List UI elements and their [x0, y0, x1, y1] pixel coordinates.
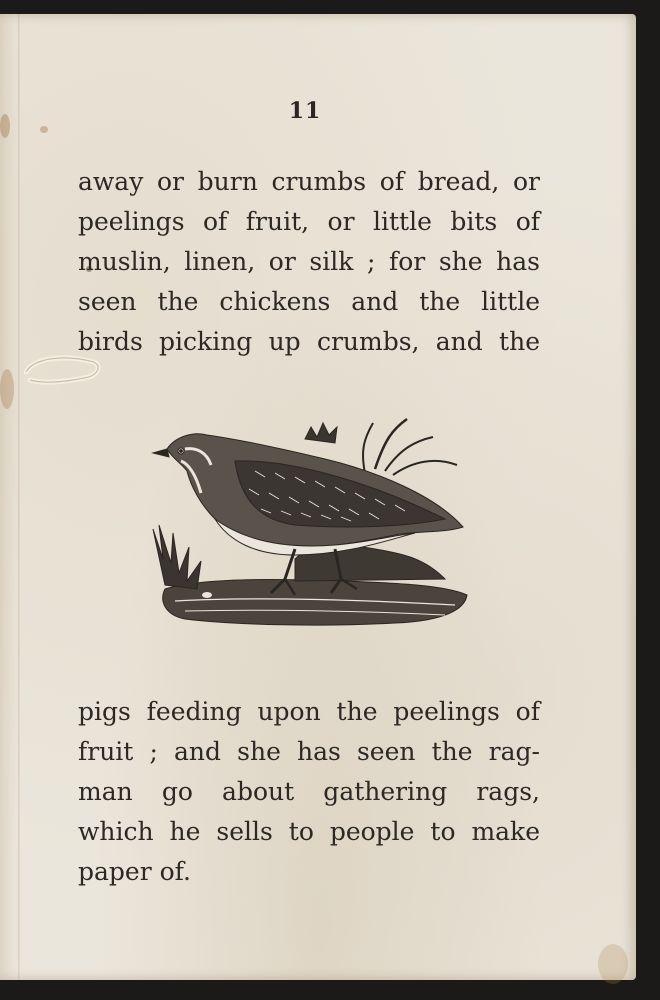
text-line: seen the chickens and the little — [78, 287, 540, 316]
text-line: muslin, linen, or silk ; for she has — [78, 247, 540, 276]
text-line: away or burn crumbs of bread, or — [78, 167, 540, 196]
page-number: 11 — [288, 98, 322, 124]
page-stain — [40, 126, 48, 133]
binding-fold — [18, 14, 21, 980]
text-line: which he sells to people to make — [78, 817, 540, 846]
paragraph-top — [78, 162, 540, 362]
text-line: birds picking up crumbs, and the — [78, 327, 540, 356]
text-line: pigs feeding upon the peelings of — [78, 697, 540, 726]
text-line: man go about gathering rags, — [78, 777, 540, 806]
page-stain — [0, 369, 14, 409]
paragraph-bottom — [78, 692, 540, 892]
text-line: paper of. — [78, 857, 191, 886]
text-line: fruit ; and she has seen the rag- — [78, 737, 540, 766]
book-page — [0, 14, 636, 980]
text-line: peelings of fruit, or little bits of — [78, 207, 540, 236]
page-stain — [598, 944, 628, 984]
quail-woodcut-illustration — [145, 409, 470, 644]
